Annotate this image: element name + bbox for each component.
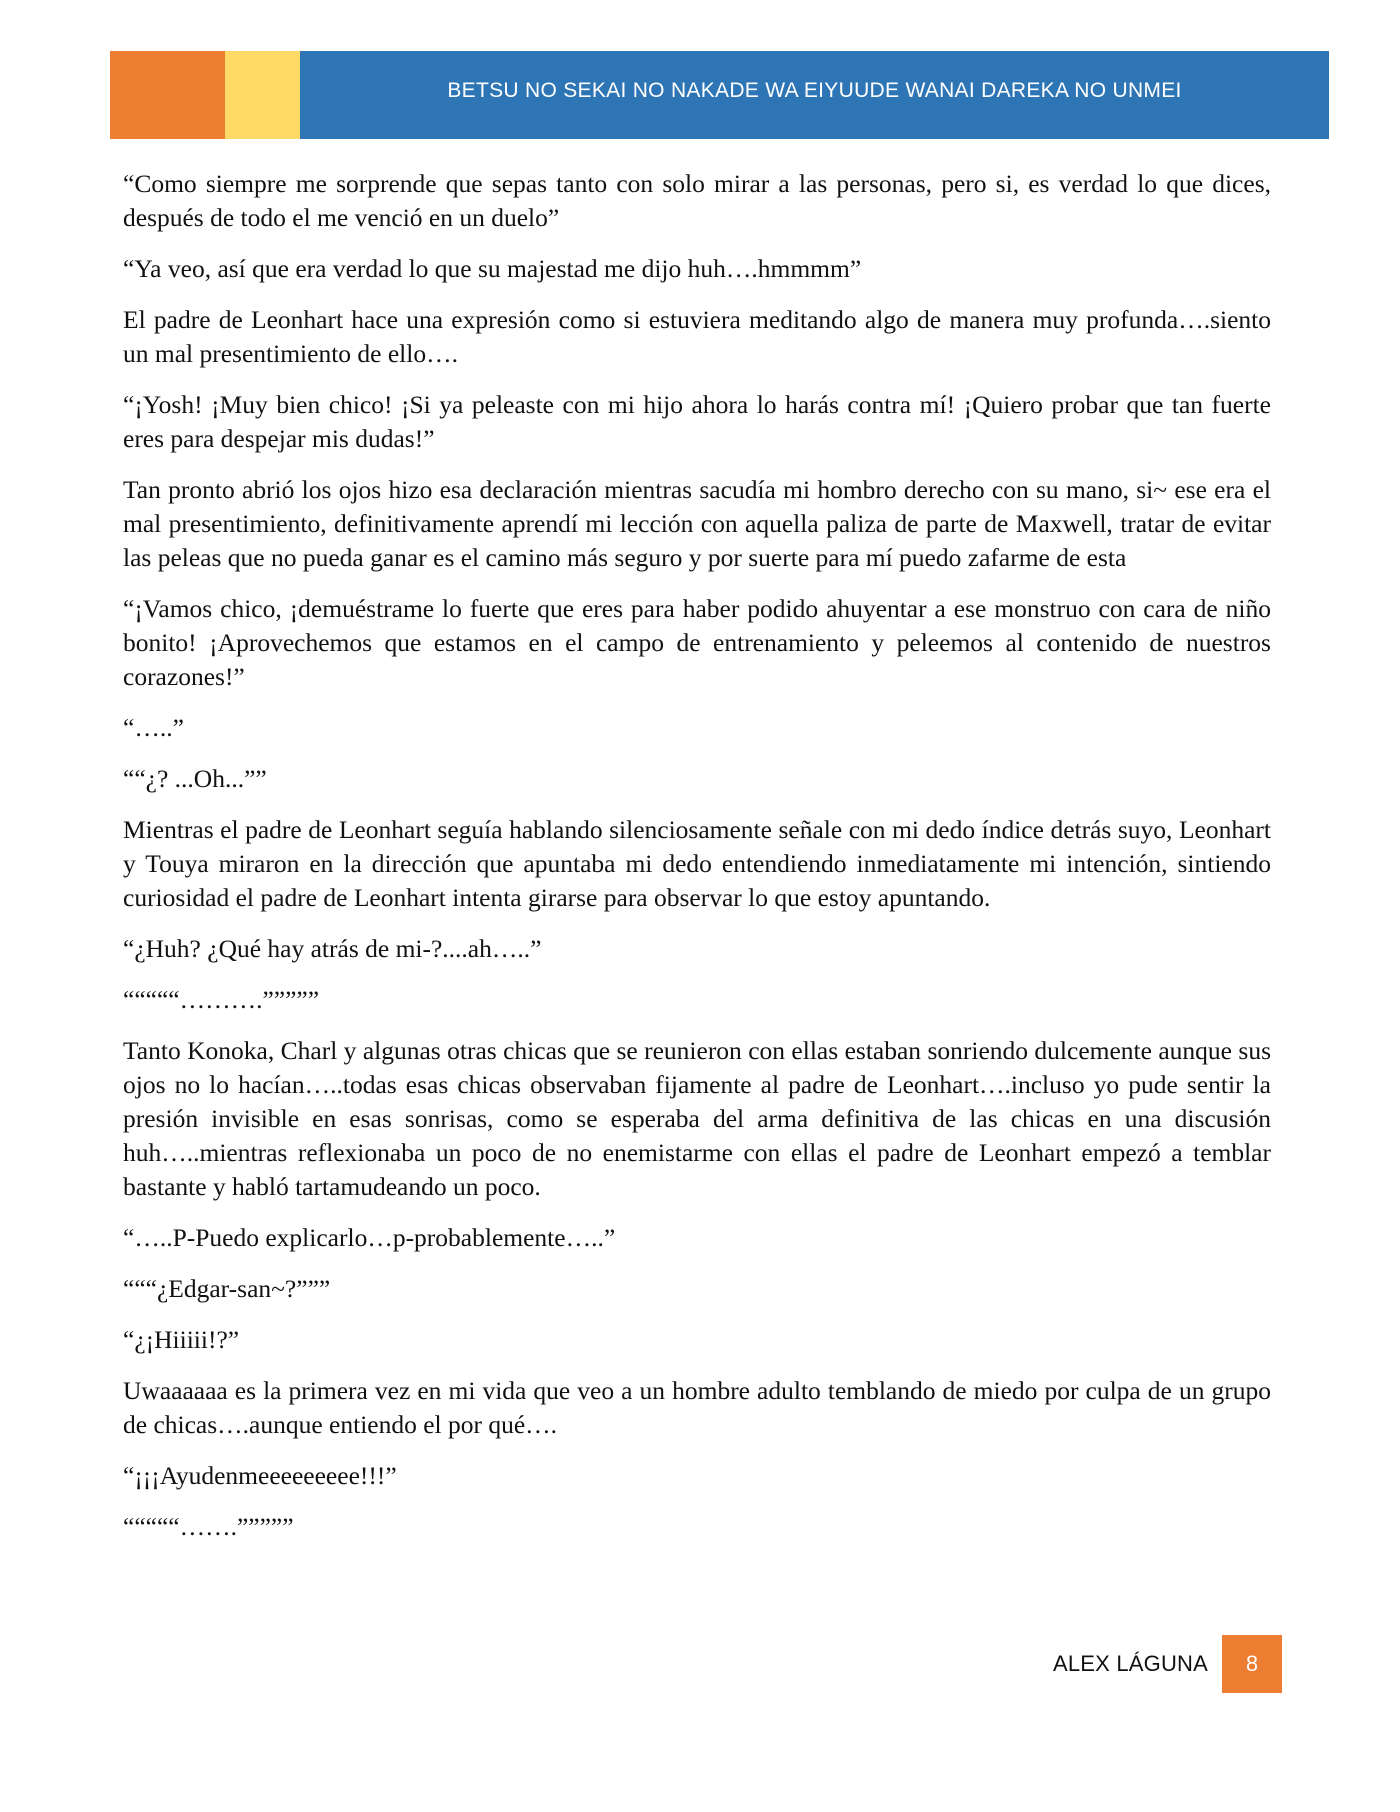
page-footer	[1053, 1635, 1282, 1693]
paragraph: “““““…….”””””	[123, 1512, 294, 1541]
paragraph: Tan pronto abrió los ojos hizo esa declaración mientras sacudía mi hombro derecho con su mano, si~ ese era el mal presentimiento, definitivamente aprendí mi lección con aquella paliza de parte de Maxwell, tratar de evitar las peleas que no pueda ganar es el camino más seguro y por suerte para mí puedo zafarme de esta	[123, 475, 1271, 572]
paragraph: “““¿Edgar-san~?”””	[123, 1274, 331, 1303]
paragraph: “¿Huh? ¿Qué hay atrás de mi-?....ah…..”	[123, 934, 542, 963]
header-orange-block	[110, 51, 225, 139]
page-number: 8	[1245, 1651, 1259, 1676]
page-number-badge	[1222, 1635, 1282, 1693]
author-name: ALEX LÁGUNA	[1052, 1651, 1208, 1676]
paragraph: “Ya veo, así que era verdad lo que su majestad me dijo huh….hmmmm”	[123, 254, 862, 283]
paragraph: “¡¡¡Ayudenmeeeeeeeee!!!”	[123, 1461, 397, 1490]
paragraph: “““““……….”””””	[123, 985, 320, 1014]
paragraph: ““¿? ...Oh...””	[123, 764, 267, 793]
paragraph: “…..”	[123, 713, 184, 742]
header-title: BETSU NO SEKAI NO NAKADE WA EIYUUDE WANAI DAREKA NO UNMEI	[447, 79, 1182, 102]
paragraph: Tanto Konoka, Charl y algunas otras chicas que se reunieron con ellas estaban sonriendo dulcemente aunque sus ojos no lo hacían…..todas esas chicas observaban fijamente al padre de Leonhart….incluso yo pude sentir la presión invisible en esas sonrisas, como se esperaba del arma definitiva de las chicas en una discusión huh…..mientras reflexionaba un poco de no enemistarme con ellas el padre de Leonhart empezó a temblar bastante y habló tartamudeando un poco.	[123, 1036, 1271, 1201]
paragraph: “Como siempre me sorprende que sepas tanto con solo mirar a las personas, pero si, es verdad lo que dices, después de todo el me venció en un duelo”	[123, 169, 1271, 232]
paragraph: “¿¡Hiiiii!?”	[123, 1325, 240, 1354]
document-body	[123, 167, 1271, 1561]
paragraph: “¡Vamos chico, ¡demuéstrame lo fuerte que eres para haber podido ahuyentar a ese monstruo con cara de niño bonito! ¡Aprovechemos que estamos en el campo de entrenamiento y peleemos al contenido de nuestros corazones!”	[123, 594, 1271, 691]
header-yellow-block	[225, 51, 300, 139]
paragraph: El padre de Leonhart hace una expresión como si estuviera meditando algo de manera muy profunda….siento un mal presentimiento de ello….	[123, 305, 1271, 368]
paragraph: “¡Yosh! ¡Muy bien chico! ¡Si ya peleaste con mi hijo ahora lo harás contra mí! ¡Quiero probar que tan fuerte eres para despejar mis dudas!”	[123, 390, 1271, 453]
page-header	[110, 51, 1329, 139]
paragraph: Uwaaaaaa es la primera vez en mi vida que veo a un hombre adulto temblando de miedo por culpa de un grupo de chicas….aunque entiendo el por qué….	[123, 1376, 1271, 1439]
paragraph: “…..P-Puedo explicarlo…p-probablemente…..”	[123, 1223, 616, 1252]
header-title-bar	[300, 51, 1329, 139]
paragraph: Mientras el padre de Leonhart seguía hablando silenciosamente señale con mi dedo índice detrás suyo, Leonhart y Touya miraron en la dirección que apuntaba mi dedo entendiendo inmediatamente mi intención, sintiendo curiosidad el padre de Leonhart intenta girarse para observar lo que estoy apuntando.	[123, 815, 1271, 912]
